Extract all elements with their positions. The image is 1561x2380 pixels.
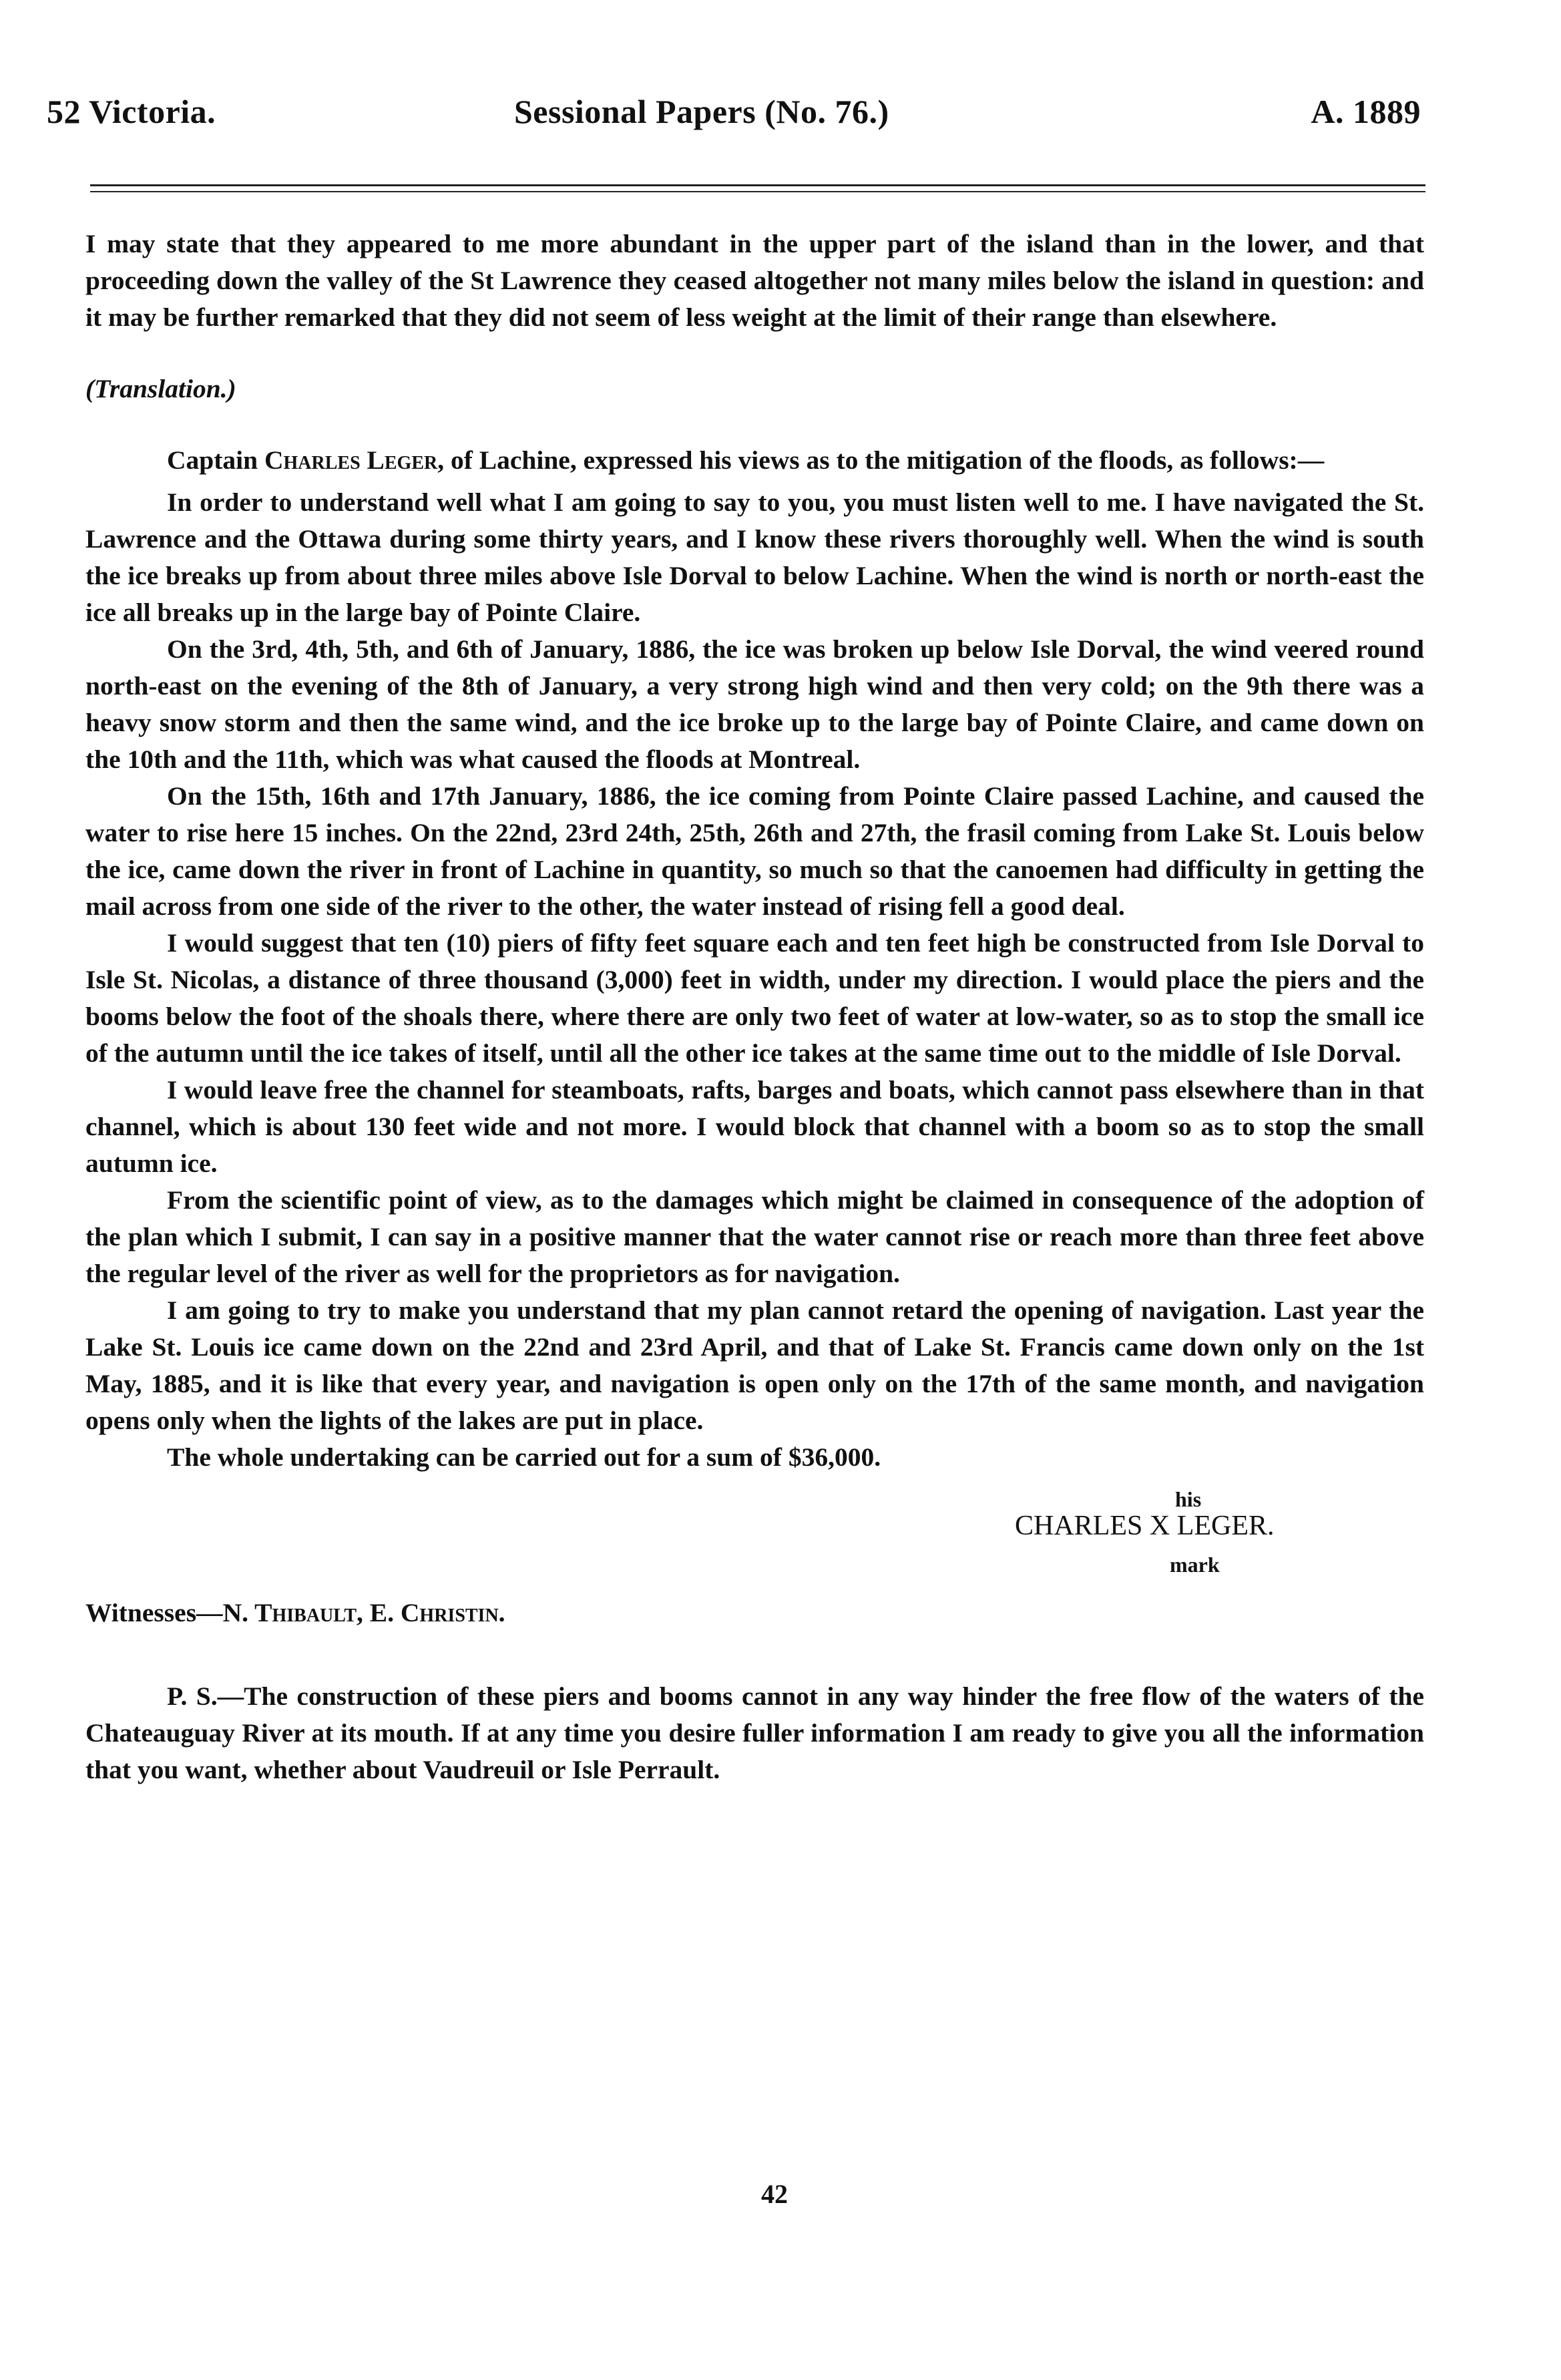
- page-header: [47, 92, 1421, 139]
- signature-mark: mark: [1170, 1553, 1220, 1577]
- captain-suffix: , of Lachine, expressed his views as to the mitigation of the floods, as follows:—: [437, 445, 1325, 475]
- header-year: A. 1889: [1311, 93, 1421, 130]
- body-paragraph: On the 3rd, 4th, 5th, and 6th of January, 1886, the ice was broken up below Isle Dorval, the wind veered round north-east on the evening of the 8th of January, a very strong high wind and then very cold; on the 9th there was a heavy snow storm and then the same wind, and the ice broke up to the large bay of Pointe Claire, and came down on the 10th and the 11th, which was what caused the floods at Montreal.: [85, 634, 1424, 774]
- header-rule-thin: [90, 191, 1425, 192]
- body-paragraph: I would suggest that ten (10) piers of fifty feet square each and ten feet high be constructed from Isle Dorval to Isle St. Nicolas, a distance of three thousand (3,000) feet in width, under my direction. I would place the piers and the booms below the foot of the shoals there, where there are only two feet of water at low-water, so as to stop the small ice of the autumn until the ice takes of itself, until all the other ice takes at the same time out to the middle of Isle Dorval.: [85, 928, 1424, 1068]
- signature-name: CHARLES X LEGER.: [1015, 1511, 1275, 1541]
- page-number: 42: [761, 2179, 788, 2209]
- translation-label: (Translation.): [85, 374, 236, 403]
- witnesses-line: [85, 1595, 1424, 1631]
- body-paragraph: From the scientific point of view, as to the damages which might be claimed in consequence of the adoption of the plan which I submit, I can say in a positive manner that the water cannot rise or reach more than three feet above the regular level of the river as well for the proprietors as for navigation.: [85, 1185, 1424, 1288]
- body-paragraph: I would leave free the channel for steamboats, rafts, barges and boats, which cannot pass elsewhere than in that channel, which is about 130 feet wide and not more. I would block that channel with a boom so as to stop the small autumn ice.: [85, 1075, 1424, 1178]
- body-paragraph: I am going to try to make you understand that my plan cannot retard the opening of navigation. Last year the Lake St. Louis ice came down on the 22nd and 23rd April, and that of Lake St. Francis came down only on the 1st May, 1885, and it is like that every year, and navigation is open only on the 17th of the same month, and navigation opens only when the lights of the lakes are put in place.: [85, 1296, 1424, 1435]
- witnesses-names: N. Thibault, E. Christin.: [222, 1598, 505, 1627]
- signature-block: [85, 1481, 1424, 1595]
- captain-paragraph: [85, 442, 1424, 479]
- header-rule-thick: [90, 184, 1425, 186]
- body-paragraph: The whole undertaking can be carried out for a sum of $36,000.: [167, 1442, 881, 1472]
- captain-prefix: Captain: [167, 445, 264, 475]
- body-paragraph: In order to understand well what I am going to say to you, you must listen well to me. I have navigated the St. Lawrence and the Ottawa during some thirty years, and I know these rivers thoroughly well. When the wind is south the ice breaks up from about three miles above Isle Dorval to below Lachine. When the wind is north or north-east the ice all breaks up in the large bay of Pointe Claire.: [85, 487, 1424, 627]
- header-volume: 52 Victoria.: [47, 93, 216, 130]
- intro-paragraph: I may state that they appeared to me more abundant in the upper part of the island than in the lower, and that proceeding down the valley of the St Lawrence they ceased altogether not many miles below the island in question: and it may be further remarked that they did not seem of less weight at the limit of their range than elsewhere.: [85, 229, 1424, 332]
- document-body: [85, 226, 1424, 1788]
- header-title: Sessional Papers (No. 76.): [514, 93, 889, 130]
- body-paragraph: On the 15th, 16th and 17th January, 1886, the ice coming from Pointe Claire passed Lachine, and caused the water to rise here 15 inches. On the 22nd, 23rd 24th, 25th, 26th and 27th, the frasil coming from Lake St. Louis below the ice, came down the river in front of Lachine in quantity, so much so that the canoemen had difficulty in getting the mail across from one side of the river to the other, the water instead of rising fell a good deal.: [85, 781, 1424, 921]
- witnesses-label: Witnesses—: [85, 1598, 223, 1627]
- postscript-paragraph: P. S.—The construction of these piers and booms cannot in any way hinder the free flow of the waters of the Chateauguay River at its mouth. If at any time you desire fuller information I am ready to give you all the information that you want, whether about Vaudreuil or Isle Perrault.: [85, 1681, 1424, 1784]
- captain-name: Charles Leger: [264, 445, 438, 475]
- signature-his: his: [1175, 1487, 1202, 1511]
